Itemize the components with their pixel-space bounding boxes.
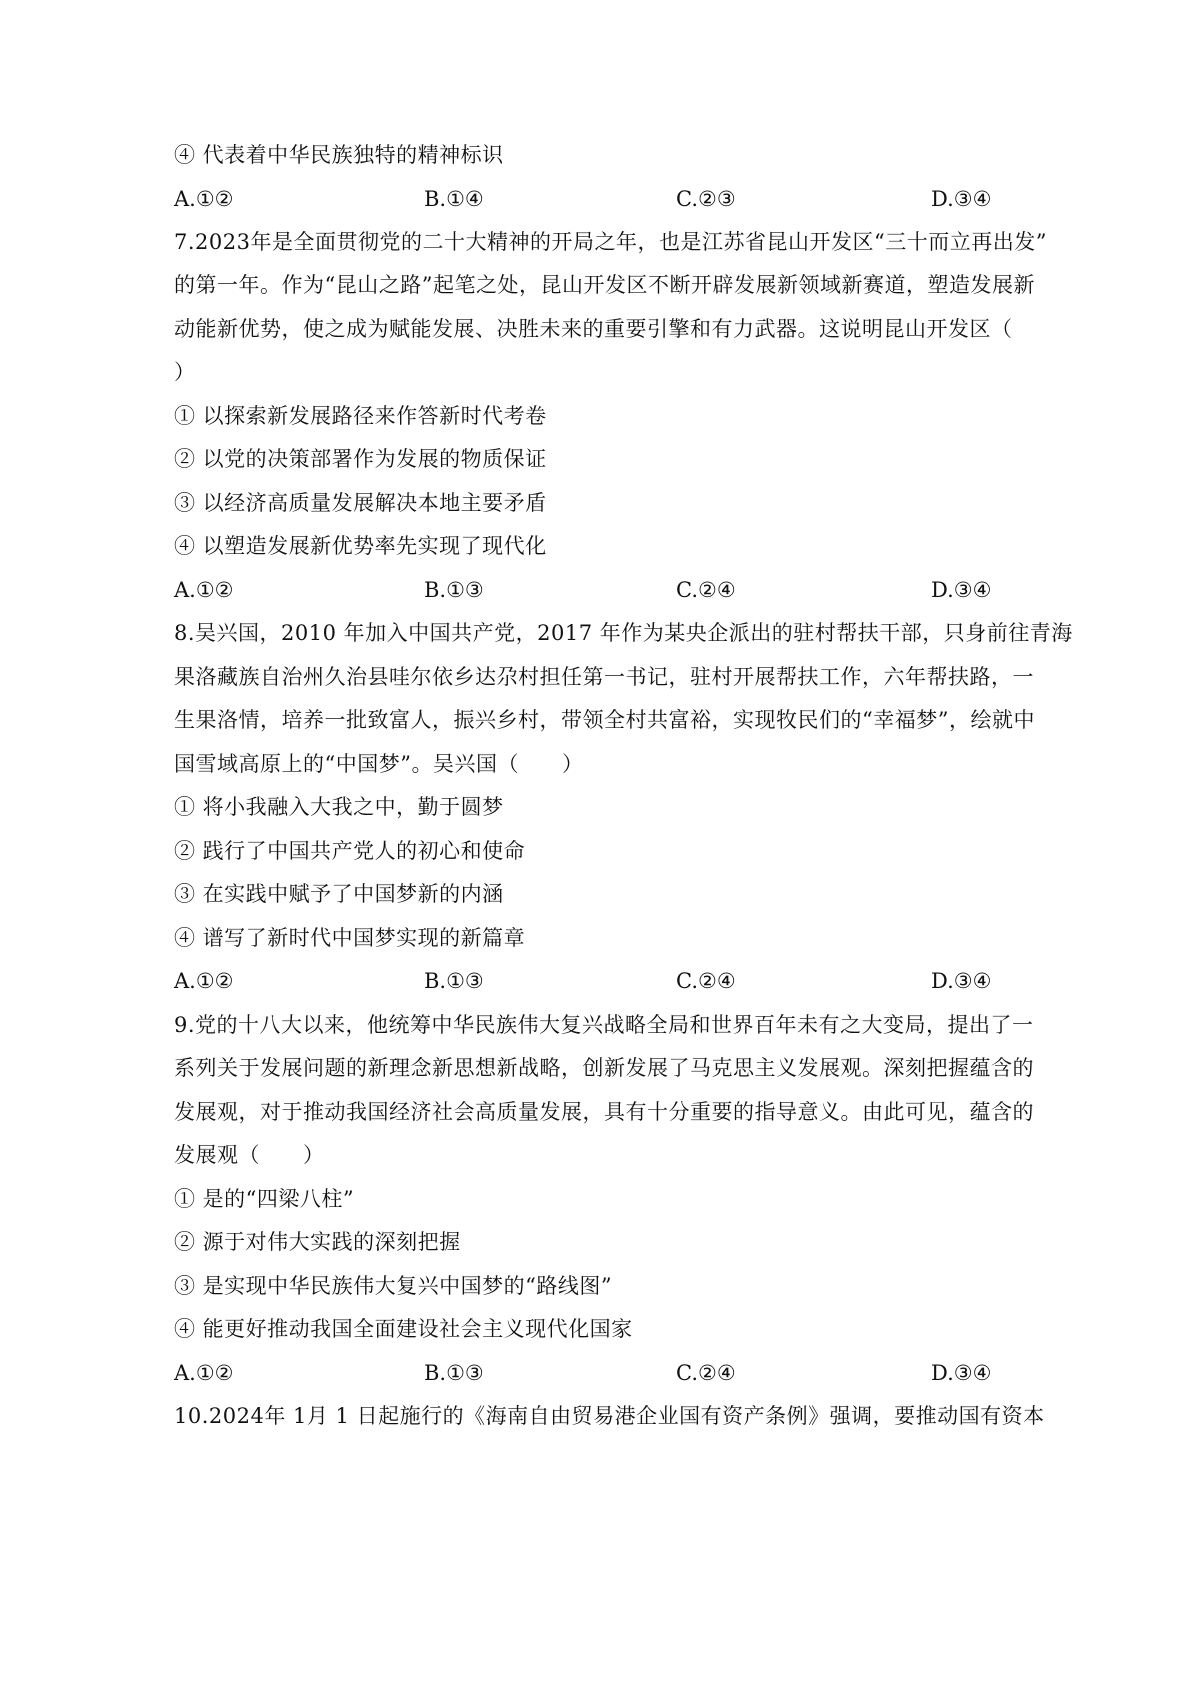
q7-option-c: C.②④: [676, 578, 736, 602]
q6-option-d: D.③④: [931, 187, 992, 211]
q7-stem-line-4: ）: [174, 360, 196, 384]
q9-options: [174, 1359, 1024, 1387]
q8-option-c: C.②④: [676, 969, 736, 993]
q6-options: [174, 185, 1024, 213]
q8-item-4: ④ 谱写了新时代中国梦实现的新篇章: [174, 926, 526, 950]
q7-stem-line-1: 7.2023年是全面贯彻党的二十大精神的开局之年，也是江苏省昆山开发区“三十而立再出发”: [174, 230, 1047, 254]
q7-option-a: A.①②: [174, 578, 234, 602]
q8-option-b: B.①③: [424, 969, 484, 993]
q9-option-a: A.①②: [174, 1361, 234, 1385]
q9-item-2: ② 源于对伟大实践的深刻把握: [174, 1230, 461, 1254]
q6-item-4: ④ 代表着中华民族独特的精神标识: [174, 143, 504, 167]
q7-stem-line-3: 动能新优势，使之成为赋能发展、决胜未来的重要引擎和有力武器。这说明昆山开发区（: [174, 317, 1013, 341]
q8-option-a: A.①②: [174, 969, 234, 993]
q7-item-4: ④ 以塑造发展新优势率先实现了现代化: [174, 534, 547, 558]
q7-item-2: ② 以党的决策部署作为发展的物质保证: [174, 447, 547, 471]
q8-item-3: ③ 在实践中赋予了中国梦新的内涵: [174, 882, 504, 906]
q6-option-b: B.①④: [424, 187, 484, 211]
q7-option-d: D.③④: [931, 578, 992, 602]
q8-item-2: ② 践行了中国共产党人的初心和使命: [174, 839, 526, 863]
q8-stem-line-3: 生果洛情，培养一批致富人，振兴乡村，带领全村共富裕，实现牧民们的“幸福梦”，绘就中: [174, 708, 1035, 732]
q7-item-3: ③ 以经济高质量发展解决本地主要矛盾: [174, 491, 547, 515]
q8-stem-line-2: 果洛藏族自治州久治县哇尔依乡达尕村担任第一书记，驻村开展帮扶工作，六年帮扶路，一: [174, 665, 1034, 689]
q7-option-b: B.①③: [424, 578, 484, 602]
q9-item-4: ④ 能更好推动我国全面建设社会主义现代化国家: [174, 1317, 633, 1341]
q9-stem-line-1: 9.党的十八大以来，他统筹中华民族伟大复兴战略全局和世界百年未有之大变局，提出了一: [174, 1013, 1034, 1037]
q9-stem-line-3: 发展观，对于推动我国经济社会高质量发展，具有十分重要的指导意义。由此可见，蕴含的: [174, 1100, 1034, 1124]
q9-option-c: C.②④: [676, 1361, 736, 1385]
q9-stem-line-4: 发展观（ ）: [174, 1143, 325, 1167]
q6-option-a: A.①②: [174, 187, 234, 211]
q9-option-d: D.③④: [931, 1361, 992, 1385]
q8-stem-line-1: 8.吴兴国，2010 年加入中国共产党，2017 年作为某央企派出的驻村帮扶干部，只身前往青海: [174, 621, 1073, 645]
q6-option-c: C.②③: [676, 187, 736, 211]
q7-item-1: ① 以探索新发展路径来作答新时代考卷: [174, 404, 547, 428]
q9-stem-line-2: 系列关于发展问题的新理念新思想新战略，创新发展了马克思主义发展观。深刻把握蕴含的: [174, 1056, 1034, 1080]
q9-item-1: ① 是的“四梁八柱”: [174, 1187, 355, 1211]
q8-options: [174, 967, 1024, 995]
q7-options: [174, 576, 1024, 604]
q8-item-1: ① 将小我融入大我之中，勤于圆梦: [174, 795, 504, 819]
q8-stem-line-4: 国雪域高原上的“中国梦”。吴兴国（ ）: [174, 752, 584, 776]
q10-stem-line-1: 10.2024年 1月 1 日起施行的《海南自由贸易港企业国有资产条例》强调，要推动国有资本: [174, 1404, 1045, 1428]
q9-item-3: ③ 是实现中华民族伟大复兴中国梦的“路线图”: [174, 1274, 613, 1298]
q7-stem-line-2: 的第一年。作为“昆山之路”起笔之处，昆山开发区不断开辟发展新领域新赛道，塑造发展新: [174, 273, 1035, 297]
q9-option-b: B.①③: [424, 1361, 484, 1385]
q8-option-d: D.③④: [931, 969, 992, 993]
